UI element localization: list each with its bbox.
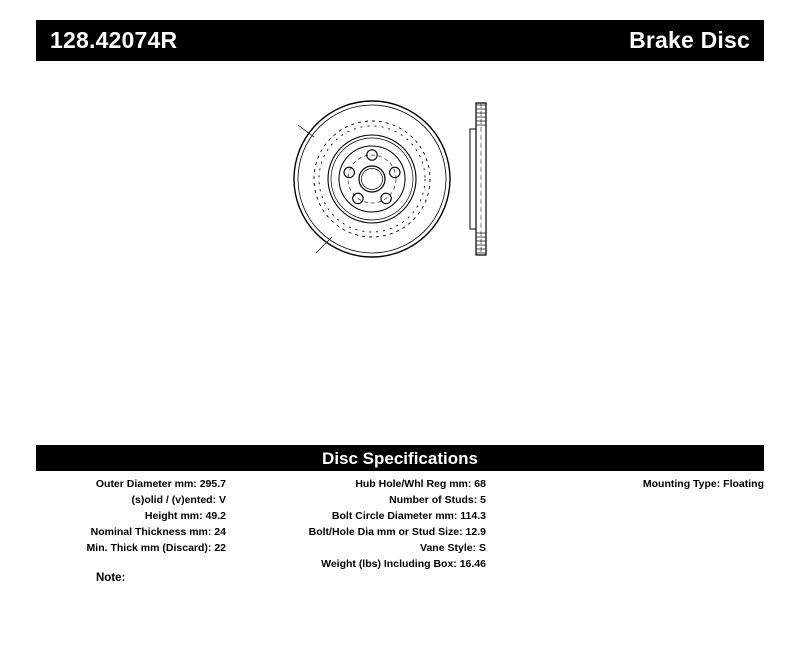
spec-item: Height mm: 49.2 bbox=[144, 510, 226, 522]
brake-rotor-face-drawing bbox=[294, 101, 450, 257]
note-label: Note: bbox=[96, 572, 126, 584]
brake-rotor-edge-drawing bbox=[470, 103, 486, 255]
spec-item: Bolt/Hole Dia mm or Stud Size: 12.9 bbox=[308, 526, 486, 538]
spec-column-left bbox=[36, 476, 226, 556]
product-drawing bbox=[280, 85, 540, 285]
page-title: Brake Disc bbox=[629, 27, 750, 53]
spec-column-right bbox=[536, 476, 764, 492]
spec-section-title: Disc Specifications bbox=[322, 448, 478, 468]
spec-item: (s)olid / (v)ented: V bbox=[131, 494, 226, 506]
spec-item: Number of Studs: 5 bbox=[389, 494, 486, 506]
spec-column-middle bbox=[246, 476, 486, 572]
spec-item: Vane Style: S bbox=[420, 542, 486, 554]
header-bar bbox=[36, 20, 764, 61]
spec-item: Bolt Circle Diameter mm: 114.3 bbox=[331, 510, 486, 522]
spec-item: Nominal Thickness mm: 24 bbox=[90, 526, 226, 538]
spec-section-header bbox=[36, 445, 764, 471]
spec-item: Mounting Type: Floating bbox=[642, 478, 764, 490]
spec-item: Outer Diameter mm: 295.7 bbox=[95, 478, 226, 490]
rotor-drawing-svg bbox=[280, 85, 540, 285]
spec-item: Min. Thick mm (Discard): 22 bbox=[86, 542, 226, 554]
spec-item: Hub Hole/Whl Reg mm: 68 bbox=[355, 478, 486, 490]
spec-item: Weight (lbs) Including Box: 16.46 bbox=[321, 558, 486, 570]
part-number: 128.42074R bbox=[50, 27, 178, 53]
